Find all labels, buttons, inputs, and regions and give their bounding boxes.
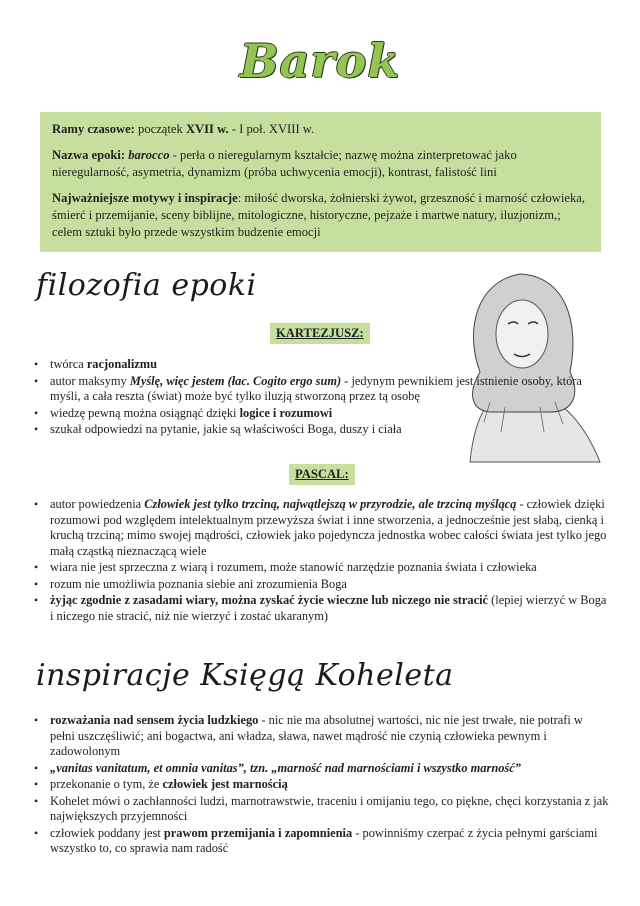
list-item: • Kohelet mówi o zachłanności ludzi, marnotrawstwie, traceniu i omijaniu tego, co piękne, chęci korzystania z jak największych przyjemności: [50, 794, 610, 825]
motywy: Najważniejsze motywy i inspiracje: miłość dworska, żołnierski żywot, grzeszność i marność człowieka, śmierć i przemijanie, sceny biblijne, mitologiczne, historyczne, pejzaże i martwe natury, iluzjonizm,; celem sztuki było przede wszystkim budzenie emocji: [52, 191, 585, 239]
kohelet-list: [28, 713, 610, 858]
kartezjusz-list: [28, 357, 610, 439]
ramy-czasowe: Ramy czasowe: początek XVII w. - I poł. XVIII w.: [52, 122, 315, 136]
pascal-list: [28, 497, 610, 625]
list-item: • żyjąc zgodnie z zasadami wiary, można zyskać życie wieczne lub niczego nie stracić (lepiej wierzyć w Boga i niczego nie stracić, niż nie wierzyć i zostać ukaranym): [50, 593, 610, 624]
list-item: • przekonanie o tym, że człowiek jest marnością: [50, 777, 610, 793]
list-item: • „vanitas vanitatum, et omnia vanitas”, tzn. „marność nad marnościami i wszystko marność”: [50, 761, 610, 777]
list-item: • autor maksymy Myślę, więc jestem (łac. Cogito ergo sum) - jedynym pewnikiem jest istnienie osoby, która myśli, a cała reszta (świat) może być tylko iluzją stworzoną przez tą osobę: [50, 374, 610, 405]
era-info-box: [40, 112, 601, 252]
kartezjusz-label: KARTEZJUSZ:: [270, 323, 370, 344]
list-item: • wiedzę pewną można osiągnąć dzięki logice i rozumowi: [50, 406, 610, 422]
nazwa-epoki: Nazwa epoki: barocco - perła o nieregularnym kształcie; nazwę można zinterpretować jako nieregularność, asymetria, dynamizm (próba uchwycenia emocji), kontrast, falistość lini: [52, 148, 517, 179]
heading-filozofia: filozofia epoki: [36, 268, 257, 303]
list-item: • szukał odpowiedzi na pytanie, jakie są właściwości Boga, duszy i ciała: [50, 422, 610, 438]
pascal-label: PASCAL:: [289, 464, 355, 485]
list-item: • rozważania nad sensem życia ludzkiego - nic nie ma absolutnej wartości, nic nie jest trwałe, nie potrafi w pełni uszczęśliwić; ani bogactwa, ani władza, sława, nawet mądrość nie czynią człowieka pewnym i zadowolonym: [50, 713, 610, 760]
list-item: • autor powiedzenia Człowiek jest tylko trzciną, najwątlejszą w przyrodzie, ale trzciną myślącą - człowiek dzięki rozumowi pod względem intelektualnym przewyższa świat i inne stworzenia, a jednocześnie jest słabą, cienką i kruchą trzciną; mimo swojej mądrości, człowiek jako pojedyncza jednostka wobec całości świata jest tylko jego małą cząstką nieznaczącą wiele: [50, 497, 610, 559]
list-item: • wiara nie jest sprzeczna z wiarą i rozumem, może stanowić narzędzie poznania świata i człowieka: [50, 560, 610, 576]
list-item: • twórca racjonalizmu: [50, 357, 610, 373]
heading-kohelet: inspiracje Księgą Koheleta: [36, 658, 454, 693]
list-item: • człowiek poddany jest prawom przemijania i zapomnienia - powinniśmy czerpać z życia pełnymi garściami wszystko to, co sprawia nam radość: [50, 826, 610, 857]
page-title: Barok: [239, 34, 401, 88]
list-item: • rozum nie umożliwia poznania siebie ani zrozumienia Boga: [50, 577, 610, 593]
